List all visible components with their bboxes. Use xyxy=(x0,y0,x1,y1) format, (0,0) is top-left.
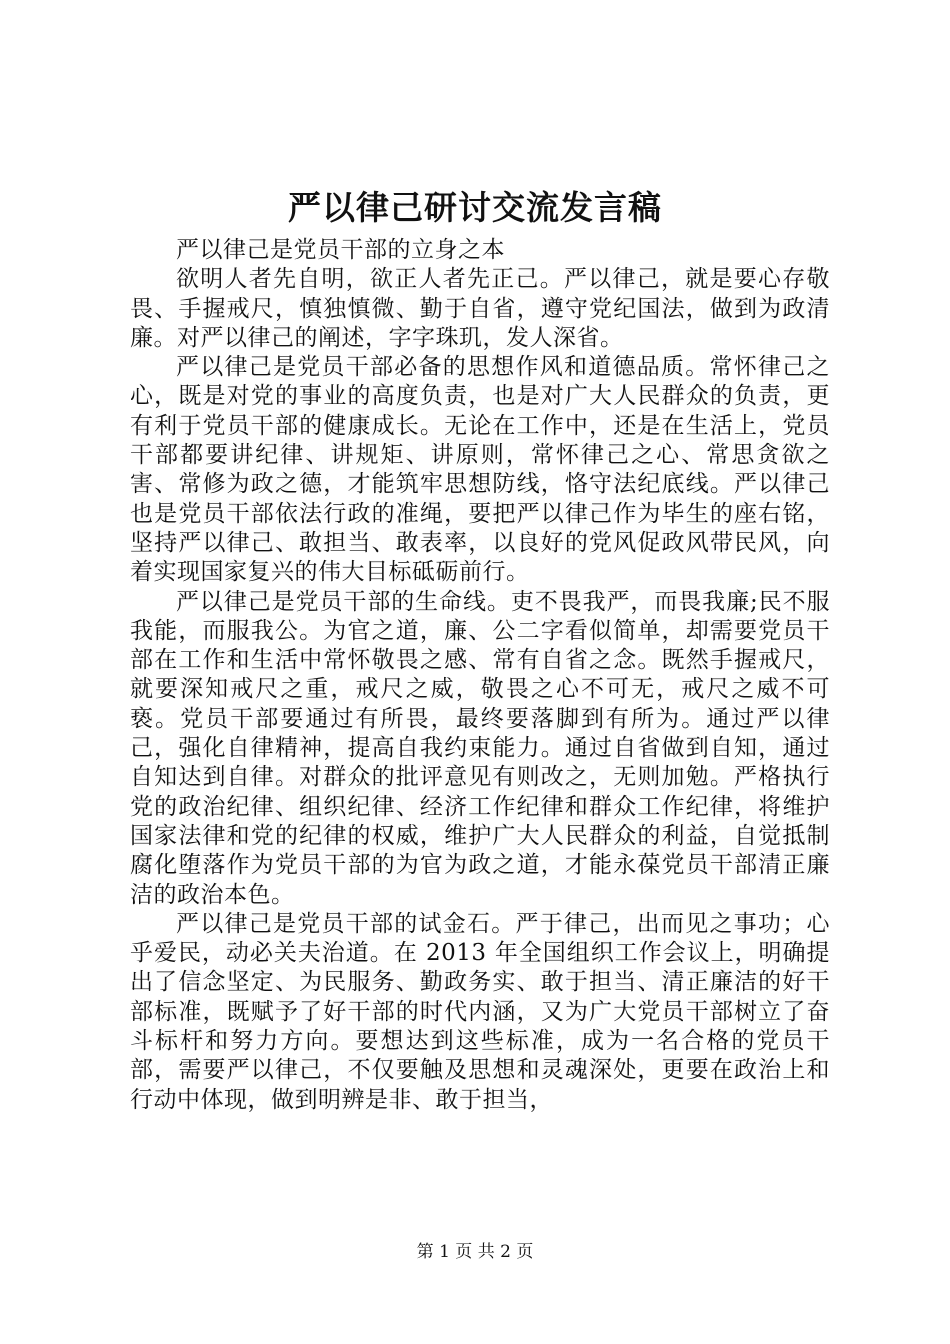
paragraph-heading: 严以律己是党员干部的立身之本 xyxy=(176,237,505,263)
paragraph: 严以律己是党员干部必备的思想作风和道德品质。常怀律己之心，既是对党的事业的高度负责，也是对广大人民群众的负责，更有利于党员干部的健康成长。无论在工作中，还是在生活上，党员干部都要讲纪律、讲规矩、讲原则，常怀律己之心、常思贪欲之害、常修为政之德，才能筑牢思想防线，恪守法纪底线。严以律己也是党员干部依法行政的准绳，要把严以律己作为毕生的座右铭，坚持严以律己、敢担当、敢表率，以良好的党风促政风带民风，向着实现国家复兴的伟大目标砥砺前行。 xyxy=(130,354,830,586)
paragraph: 严以律己是党员干部的试金石。严于律己，出而见之事功；心乎爱民，动必关夫治道。在 2013 年全国组织工作会议上，明确提出了信念坚定、为民服务、勤政务实、敢于担当、清正廉洁的好干部标准，既赋予了好干部的时代内涵，又为广大党员干部树立了奋斗标杆和努力方向。要想达到这些标准，成为一名合格的党员干部，需要严以律己，不仅要触及思想和灵魂深处，更要在政治上和行动中体现，做到明辨是非、敢于担当， xyxy=(130,910,830,1113)
page-number-footer: 第 1 页 共 2 页 xyxy=(416,1242,534,1262)
paragraph: 欲明人者先自明，欲正人者先正己。严以律己，就是要心存敬畏、手握戒尺，慎独慎微、勤于自省，遵守党纪国法，做到为政清廉。对严以律己的阐述，字字珠玑，发人深省。 xyxy=(130,266,830,351)
paragraph: 严以律己是党员干部的生命线。吏不畏我严，而畏我廉;民不服我能，而服我公。为官之道，廉、公二字看似简单，却需要党员干部在工作和生活中常怀敬畏之感、常有自省之念。既然手握戒尺，就要深知戒尺之重，戒尺之威，敬畏之心不可无，戒尺之威不可亵。党员干部要通过有所畏，最终要落脚到有所为。通过严以律己，强化自律精神，提高自我约束能力。通过自省做到自知，通过自知达到自律。对群众的批评意见有则改之，无则加勉。严格执行党的政治纪律、组织纪律、经济工作纪律和群众工作纪律，将维护国家法律和党的纪律的权威，维护广大人民群众的利益，自觉抵制腐化堕落作为党员干部的为官为政之道，才能永葆党员干部清正廉洁的政治本色。 xyxy=(130,588,830,908)
document-title: 严以律己研讨交流发言稿 xyxy=(288,188,662,227)
document-body xyxy=(130,236,830,1115)
